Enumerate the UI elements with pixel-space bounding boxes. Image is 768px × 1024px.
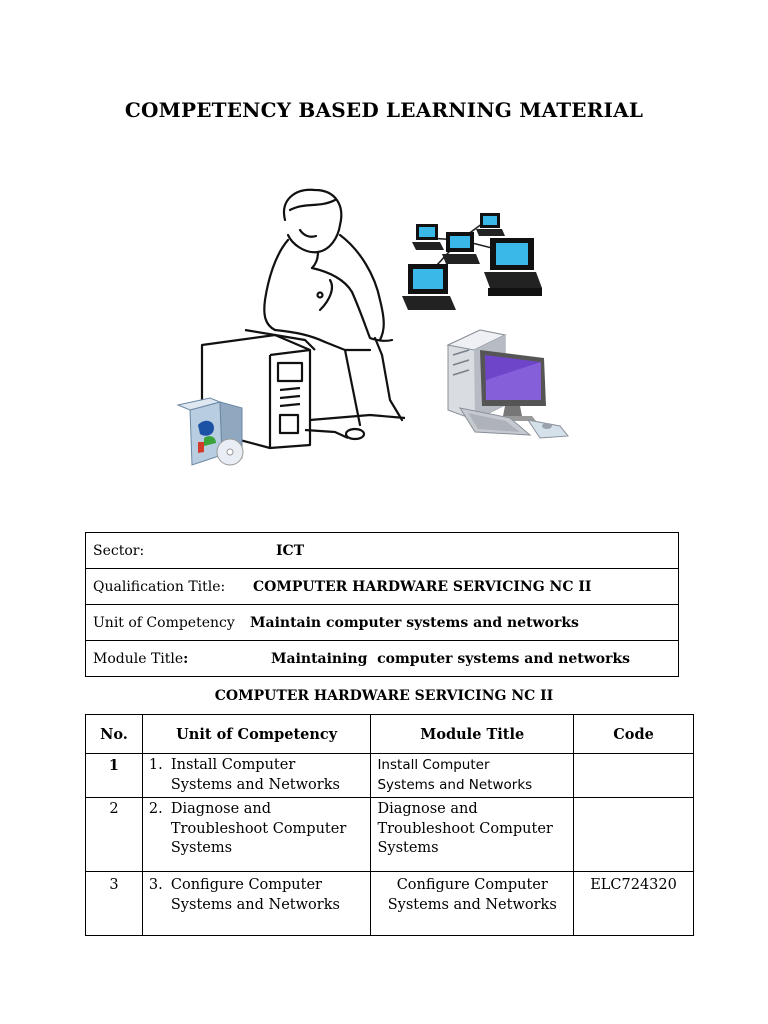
sector-label: Sector: <box>93 542 145 559</box>
module-row <box>86 641 679 677</box>
row-unit: 3. Configure Computer Systems and Networks <box>142 872 371 936</box>
table-row <box>86 754 694 798</box>
sector-value: ICT <box>276 542 305 559</box>
row-code <box>574 754 694 798</box>
row-unit: 2. Diagnose and Troubleshoot Computer Systems <box>142 798 371 872</box>
unit-row <box>86 605 679 641</box>
qualification-value: COMPUTER HARDWARE SERVICING NC II <box>253 578 592 595</box>
table-row <box>86 798 694 872</box>
module-value: Maintaining computer systems and networks <box>271 650 631 667</box>
table-row <box>86 872 694 936</box>
row-module: Configure Computer Systems and Networks <box>371 872 574 936</box>
row-no: 3 <box>86 872 143 936</box>
row-module: Install Computer Systems and Networks <box>371 754 574 798</box>
row-unit: 1. Install Computer Systems and Networks <box>142 754 371 798</box>
row-code <box>574 798 694 872</box>
qualification-label: Qualification Title: <box>93 578 226 595</box>
header-unit: Unit of Competency <box>142 715 371 754</box>
row-module: Diagnose and Troubleshoot Computer Systems <box>371 798 574 872</box>
cover-illustration <box>170 180 590 480</box>
unit-label: Unit of Competency <box>93 614 235 631</box>
info-table <box>85 532 679 677</box>
header-code: Code <box>574 715 694 754</box>
document-title: COMPETENCY BASED LEARNING MATERIAL <box>124 98 644 122</box>
row-no: 2 <box>86 798 143 872</box>
module-label: Module Title: <box>93 650 189 667</box>
header-module: Module Title <box>371 715 574 754</box>
header-no: No. <box>86 715 143 754</box>
modules-title: COMPUTER HARDWARE SERVICING NC II <box>214 688 554 704</box>
row-no: 1 <box>86 754 143 798</box>
unit-value: Maintain computer systems and networks <box>250 614 579 631</box>
modules-header-row <box>86 715 694 754</box>
network-diagram-icon <box>402 213 542 310</box>
row-code: ELC724320 <box>574 872 694 936</box>
desktop-computer-icon <box>448 330 568 438</box>
software-box-icon <box>178 398 243 465</box>
modules-table <box>85 714 694 936</box>
qualification-row <box>86 569 679 605</box>
sector-row <box>86 533 679 569</box>
